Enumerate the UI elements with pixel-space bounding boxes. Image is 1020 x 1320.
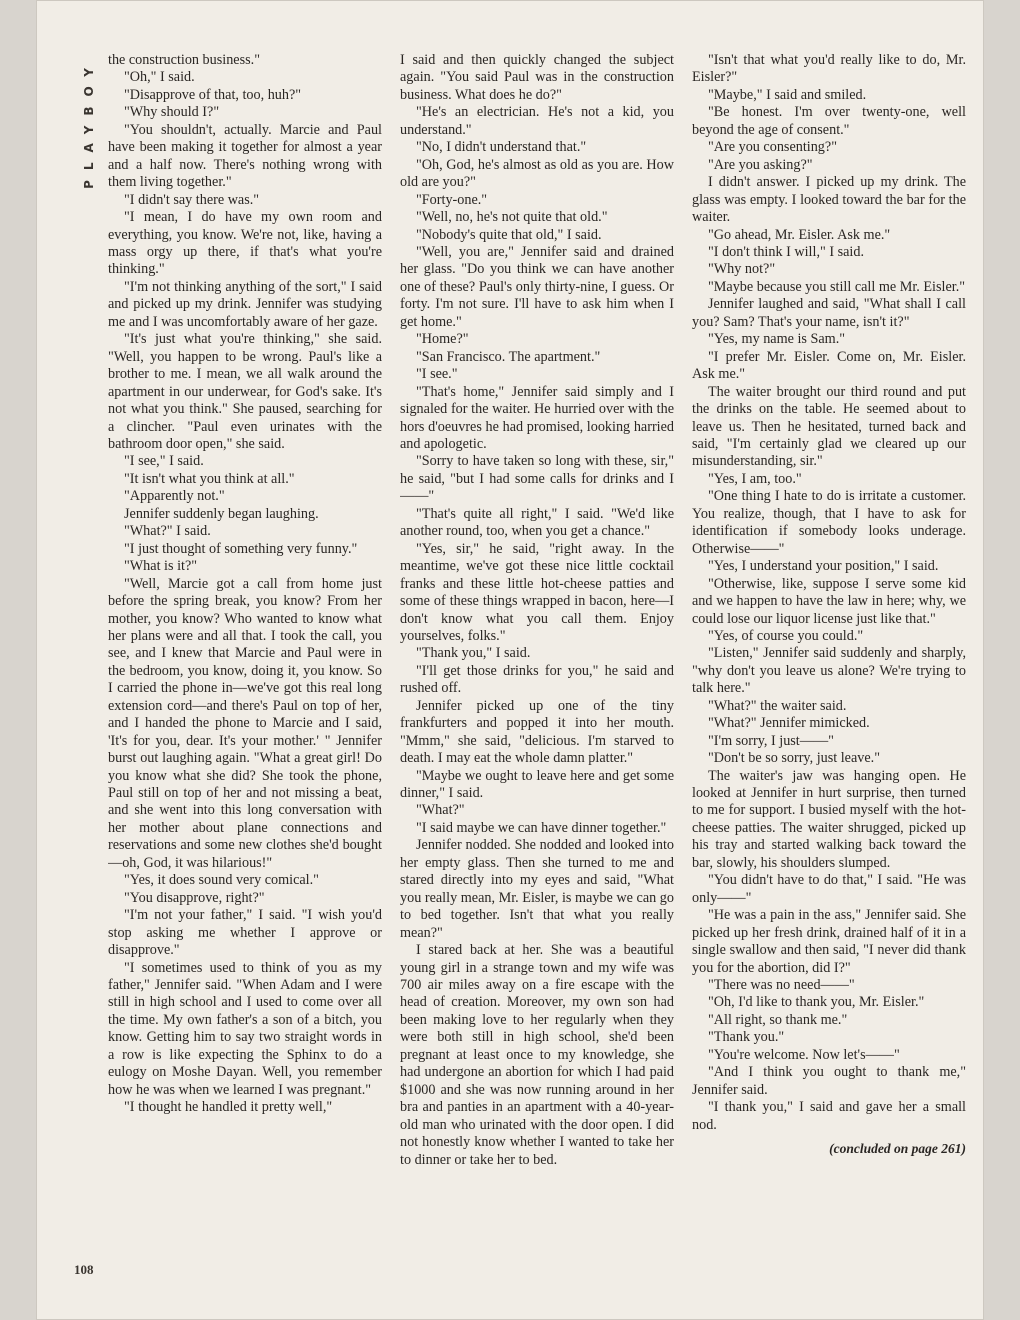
- paragraph: "He was a pain in the ass," Jennifer said. She picked up her fresh drink, drained half of it in a single swallow and then said, "I never did thank you for the abortion, did I?": [692, 907, 966, 976]
- paragraph: "I'm not your father," I said. "I wish you'd stop asking me whether I approve or disapprove.": [108, 907, 382, 959]
- paragraph: "You're welcome. Now let's——": [708, 1046, 900, 1063]
- paragraph: "Go ahead, Mr. Eisler. Ask me.": [708, 226, 891, 243]
- text-column-3: [692, 52, 966, 1282]
- paragraph: "I thought he handled it pretty well,": [124, 1099, 333, 1116]
- paragraph: I said and then quickly changed the subject again. "You said Paul was in the construction business. What does he do?": [400, 52, 674, 103]
- paragraph: "You shouldn't, actually. Marcie and Paul have been making it together for almost a year and a half now. There's nothing wrong with them living together.": [108, 121, 382, 191]
- paragraph: "I mean, I do have my own room and everything, you know. We're not, like, having a mass orgy up there, if that's what you're thinking.": [108, 209, 382, 278]
- paragraph: "Be honest. I'm over twenty-one, well beyond the age of consent.": [692, 104, 966, 138]
- paragraph: "There was no need——": [708, 977, 855, 994]
- paragraph: "Well, no, he's not quite that old.": [416, 209, 608, 226]
- paragraph: "Oh, God, he's almost as old as you are. How old are you?": [400, 156, 674, 191]
- paragraph: "Why not?": [708, 261, 776, 278]
- paragraph: "What?" I said.: [124, 523, 211, 540]
- paragraph: "Are you consenting?": [708, 139, 837, 156]
- paragraph: "Oh," I said.: [124, 69, 195, 86]
- paragraph: "I didn't say there was.": [124, 191, 260, 208]
- paragraph: Jennifer suddenly began laughing.: [124, 505, 319, 522]
- text-column-1: [108, 52, 382, 1282]
- paragraph: "I'll get those drinks for you," he said and rushed off.: [400, 662, 674, 697]
- paragraph: "Why should I?": [124, 104, 220, 121]
- paragraph: "That's quite all right," I said. "We'd like another round, too, when you get a chance.": [400, 505, 674, 540]
- paragraph: "Maybe," I said and smiled.: [708, 86, 867, 103]
- paragraph: I didn't answer. I picked up my drink. The glass was empty. I looked toward the bar for the waiter.: [692, 174, 966, 226]
- paragraph: "Forty-one.": [416, 191, 488, 208]
- paragraph: "I prefer Mr. Eisler. Come on, Mr. Eisler. Ask me.": [692, 348, 966, 383]
- paragraph: "Well, Marcie got a call from home just before the spring break, you know? From her mother, you know? Who wanted to know what her plans were and all that. I took the call, you see, and I knew that Marcie and Paul were in the bedroom, you know, doing it, you know. So I carried the phone in—we've got this real long extension cord—and there's Paul on top of her, and I handed the phone to Marcie and I said, 'It's for you, dear. It's your mother.' " Jennifer burst out laughing again. "What a great girl! Do you know what she did? She took the phone, Paul still on top of her and not missing a beat, and she went into this long conversation with her mother about plane connections and reservations and some new clothes she'd bought—oh, God, it was hilarious!": [108, 575, 382, 871]
- paragraph: "Listen," Jennifer said suddenly and sharply, "why don't you leave us alone? We're trying to talk here.": [692, 645, 966, 697]
- continuation-note: (concluded on page 261): [829, 1141, 966, 1157]
- paragraph: Jennifer laughed and said, "What shall I call you? Sam? That's your name, isn't it?": [692, 296, 966, 330]
- paragraph: "Thank you," I said.: [416, 645, 531, 662]
- paragraph: "Yes, I understand your position," I said.: [708, 558, 939, 575]
- paragraph: "Otherwise, like, suppose I serve some kid and we happen to have the law in here; why, we could lose our liquor license just like that.": [692, 575, 966, 627]
- paragraph: "Isn't that what you'd really like to do, Mr. Eisler?": [692, 52, 966, 86]
- paragraph: "I'm not thinking anything of the sort," I said and picked up my drink. Jennifer was studying me and I was uncomfortably aware of her gaze.: [108, 278, 382, 330]
- paragraph: "What?" Jennifer mimicked.: [708, 715, 870, 732]
- paragraph: "What?": [416, 802, 465, 819]
- paragraph: "I'm sorry, I just——": [708, 732, 834, 749]
- paragraph: "Sorry to have taken so long with these, sir," he said, "but I had some calls for drinks and I——": [400, 453, 674, 505]
- paragraph: "I see.": [416, 366, 458, 383]
- paragraph: "Maybe we ought to leave here and get some dinner," I said.: [400, 767, 674, 802]
- paragraph: I stared back at her. She was a beautiful young girl in a strange town and my wife was 700 air miles away on a fire escape with the head of creation. Moreover, my own son had been making love to her regularly when they were both still in high school, she'd been pregnant at least once to my knowledge, she had undergone an abortion for which I had paid $1000 and she was now running around in her bra and panties in an apartment with a 40-year-old man who urinated with the door open. I did not honestly know whether I wanted to take her to dinner or take her to bed.: [400, 942, 674, 1168]
- paragraph: "And I think you ought to thank me," Jennifer said.: [692, 1064, 966, 1098]
- paragraph: "Don't be so sorry, just leave.": [708, 750, 881, 767]
- page-number: 108: [74, 1262, 94, 1277]
- paragraph: "Oh, I'd like to thank you, Mr. Eisler.": [708, 994, 925, 1011]
- paragraph: "No, I didn't understand that.": [416, 139, 587, 156]
- paragraph: "Well, you are," Jennifer said and drained her glass. "Do you think we can have another one of these? Paul's only thirty-nine, I guess. Or forty. I'm not sure. I'll have to ask him when I get home.": [400, 243, 674, 330]
- paragraph: "One thing I hate to do is irritate a customer. You realize, though, that I have to ask for identification if somebody looks underage. Otherwise——": [692, 488, 966, 557]
- paragraph: "Are you asking?": [708, 156, 813, 173]
- paragraph: "All right, so thank me.": [708, 1011, 848, 1028]
- paragraph: "Nobody's quite that old," I said.: [416, 226, 602, 243]
- paragraph: "What?" the waiter said.: [708, 697, 847, 714]
- paragraph: "I just thought of something very funny.": [124, 540, 358, 557]
- paragraph: "I see," I said.: [124, 453, 204, 470]
- magazine-name: PLAYBOY: [82, 58, 96, 189]
- paragraph: "Apparently not.": [124, 488, 225, 505]
- paragraph: Jennifer nodded. She nodded and looked into her empty glass. Then she turned to me and stared directly into my eyes and said, "What you really mean, Mr. Eisler, is maybe we can go to bed together. Isn't that what you really mean?": [400, 837, 674, 941]
- paragraph: "You didn't have to do that," I said. "He was only——": [692, 872, 966, 906]
- paragraph: "San Francisco. The apartment.": [416, 348, 601, 365]
- paragraph: "I thank you," I said and gave her a small nod.: [692, 1099, 966, 1133]
- paragraph: "I sometimes used to think of you as my father," Jennifer said. "When Adam and I were still in high school and I used to come over all the time. My own father's a son of a bitch, you know. Getting him to say two straight words in a row is like expecting the Sphinx to do a eulogy on Moshe Dayan. Well, you remember how he was when we learned I was pregnant.": [108, 959, 382, 1098]
- paragraph: "What is it?": [124, 558, 198, 575]
- paragraph: The waiter brought our third round and put the drinks on the table. He seemed about to leave us. Then he hesitated, turned back and said, "I'm certainly glad we cleared up our misunderstanding, sir.": [692, 383, 966, 470]
- paragraph: "You disapprove, right?": [124, 889, 265, 906]
- paragraph: "Maybe because you still call me Mr. Eisler.": [708, 278, 966, 295]
- paragraph: The waiter's jaw was hanging open. He looked at Jennifer in hurt surprise, then turned to me for support. I busied myself with the hot-cheese patties. The waiter shrugged, picked up his tray and started walking back toward the bar, slowly, his shoulders slumped.: [692, 767, 966, 871]
- paragraph: "Home?": [416, 331, 469, 348]
- paragraph: "I said maybe we can have dinner together.": [416, 819, 667, 836]
- paragraph: "It's just what you're thinking," she said. "Well, you happen to be wrong. Paul's like a brother to me. I mean, we all walk around the apartment in our underwear, for God's sake. It's not what you think." She paused, searching for a clincher. "Paul even urinates with the bathroom door open," she said.: [108, 331, 382, 452]
- paragraph: Jennifer picked up one of the tiny frankfurters and popped it into her mouth. "Mmm," she said, "delicious. I'm starved to death. I may eat the whole damn platter.": [400, 697, 674, 767]
- paragraph: "Yes, sir," he said, "right away. In the meantime, we've got these nice little cocktail franks and these little hot-cheese patties and some of these things wrapped in bacon, here—I don't know what you call them. Enjoy yourselves, folks.": [400, 540, 674, 644]
- paragraph: "It isn't what you think at all.": [124, 470, 295, 487]
- text-column-2: [400, 52, 674, 1282]
- paragraph: "I don't think I will," I said.: [708, 243, 865, 260]
- paragraph: "Yes, I am, too.": [708, 470, 802, 487]
- paragraph: "Yes, of course you could.": [708, 627, 864, 644]
- paragraph: "That's home," Jennifer said simply and I signaled for the waiter. He hurried over with the hors d'oeuvres he had promised, looking harried and apologetic.: [400, 383, 674, 452]
- paragraph: "He's an electrician. He's not a kid, you understand.": [400, 104, 674, 138]
- paragraph: "Yes, it does sound very comical.": [124, 872, 319, 889]
- paragraph: "Disapprove of that, too, huh?": [124, 86, 302, 103]
- paragraph: the construction business.": [108, 52, 260, 68]
- paragraph: "Thank you.": [708, 1029, 785, 1046]
- paragraph: "Yes, my name is Sam.": [708, 331, 846, 348]
